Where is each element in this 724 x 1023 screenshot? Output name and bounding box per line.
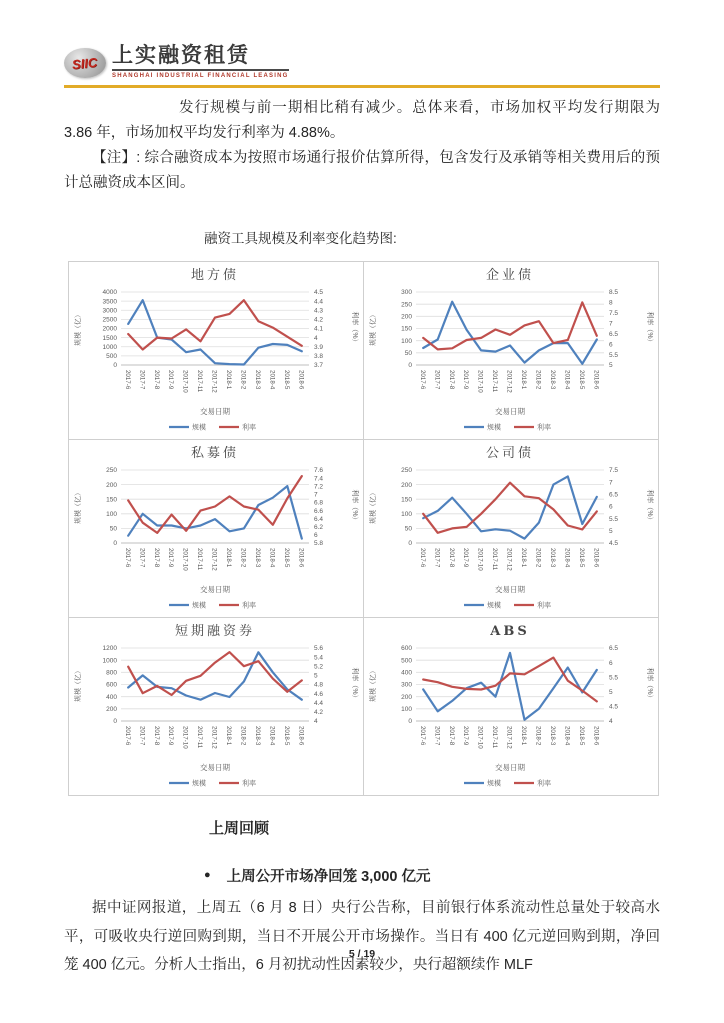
svg-text:规模（亿）: 规模（亿） [370, 311, 377, 346]
svg-text:250: 250 [401, 467, 412, 475]
svg-text:3000: 3000 [102, 307, 117, 315]
svg-text:2018-6: 2018-6 [297, 726, 305, 746]
svg-text:2017-7: 2017-7 [138, 726, 146, 746]
svg-text:利率（%）: 利率（%） [351, 311, 358, 346]
svg-text:3.9: 3.9 [314, 343, 324, 351]
svg-text:5: 5 [314, 672, 318, 680]
svg-text:2018-2: 2018-2 [239, 726, 247, 746]
svg-text:2018-6: 2018-6 [592, 726, 600, 746]
svg-text:2017-11: 2017-11 [491, 548, 499, 571]
svg-text:2017-8: 2017-8 [152, 726, 160, 746]
logo-wordmark [112, 44, 289, 79]
svg-text:4.4: 4.4 [314, 699, 324, 707]
svg-text:200: 200 [106, 706, 117, 714]
svg-text:100: 100 [401, 511, 412, 518]
svg-text:2018-3: 2018-3 [548, 548, 556, 568]
svg-text:2500: 2500 [102, 316, 117, 324]
svg-text:2018-4: 2018-4 [268, 548, 276, 568]
svg-text:200: 200 [401, 481, 412, 489]
svg-text:6.5: 6.5 [609, 491, 619, 499]
local-government-bond-chart [69, 262, 364, 440]
svg-text:2018-2: 2018-2 [534, 370, 542, 390]
svg-text:ABS: ABS [490, 624, 530, 639]
svg-text:400: 400 [106, 693, 117, 701]
svg-text:规模（亿）: 规模（亿） [370, 489, 377, 524]
svg-text:3.7: 3.7 [314, 362, 324, 370]
svg-text:2018-4: 2018-4 [563, 726, 571, 746]
svg-text:2018-5: 2018-5 [577, 726, 585, 746]
svg-text:2017-8: 2017-8 [447, 370, 455, 390]
svg-text:2018-2: 2018-2 [239, 370, 247, 390]
svg-text:规模: 规模 [192, 780, 206, 788]
svg-text:规模（亿）: 规模（亿） [370, 667, 377, 702]
svg-text:2000: 2000 [102, 325, 117, 333]
svg-text:5.5: 5.5 [609, 515, 619, 523]
svg-text:5.6: 5.6 [314, 645, 324, 653]
svg-text:2017-7: 2017-7 [433, 548, 441, 568]
svg-text:6: 6 [609, 503, 613, 511]
svg-text:2017-11: 2017-11 [491, 726, 499, 749]
svg-text:3.8: 3.8 [314, 353, 324, 361]
svg-text:2017-8: 2017-8 [152, 548, 160, 568]
svg-text:2017-10: 2017-10 [181, 548, 189, 571]
svg-text:5: 5 [609, 689, 613, 696]
svg-text:5.4: 5.4 [314, 654, 324, 662]
svg-text:2017-9: 2017-9 [167, 370, 175, 390]
review-paragraph: 据中证网报道，上周五（6 月 8 日）央行公告称，目前银行体系流动性总量处于较高水平，可吸收央行逆回购到期，当日不开展公开市场操作。当日有 400 亿元逆回购到期，净回笼 400 亿元。分析人士指出，6 月初扰动性因素较少，央行超额续作 MLF [64, 900, 660, 973]
svg-text:500: 500 [106, 353, 117, 361]
paragraph-issuance-summary: 发行规模与前一期相比稍有减少。总体来看，市场加权平均发行期限为 3.86 年，市场加权平均发行利率为 4.88%。 [64, 100, 660, 141]
svg-text:6.6: 6.6 [314, 507, 324, 515]
svg-text:7.4: 7.4 [314, 475, 324, 483]
svg-text:5.2: 5.2 [314, 663, 324, 671]
svg-text:2018-6: 2018-6 [297, 370, 305, 390]
bullet-icon: ● [204, 869, 211, 881]
svg-text:150: 150 [401, 325, 412, 333]
svg-text:2017-10: 2017-10 [476, 726, 484, 749]
page-content [64, 96, 660, 980]
svg-text:600: 600 [401, 645, 412, 653]
svg-text:7.6: 7.6 [314, 467, 324, 475]
svg-text:6.5: 6.5 [609, 330, 619, 338]
svg-text:150: 150 [106, 496, 117, 504]
svg-text:1500: 1500 [102, 334, 117, 342]
header-divider [64, 85, 660, 88]
svg-text:2018-6: 2018-6 [592, 370, 600, 390]
svg-text:2018-3: 2018-3 [548, 370, 556, 390]
svg-text:50: 50 [109, 525, 117, 533]
review-bullet-text: 上周公开市场净回笼 3,000 亿元 [226, 869, 431, 885]
svg-text:5.8: 5.8 [314, 540, 324, 548]
svg-text:公司债: 公司债 [485, 446, 535, 461]
svg-text:2017-9: 2017-9 [462, 548, 470, 568]
svg-text:地方债: 地方债 [190, 268, 240, 283]
svg-text:400: 400 [401, 669, 412, 677]
svg-text:5.5: 5.5 [609, 674, 619, 682]
review-bullet-item [64, 865, 660, 886]
svg-text:2017-10: 2017-10 [476, 548, 484, 571]
svg-text:2017-9: 2017-9 [462, 726, 470, 746]
svg-text:2017-8: 2017-8 [152, 370, 160, 390]
svg-text:4: 4 [314, 334, 318, 342]
svg-text:300: 300 [401, 289, 412, 297]
svg-text:0: 0 [113, 540, 117, 548]
charts-caption: 融资工具规模及利率变化趋势图: [204, 231, 397, 246]
svg-text:7: 7 [609, 479, 613, 487]
svg-text:交易日期: 交易日期 [200, 407, 230, 416]
siic-globe-icon [64, 48, 106, 78]
svg-text:1200: 1200 [102, 645, 117, 653]
svg-text:4: 4 [609, 718, 613, 726]
svg-text:规模: 规模 [192, 424, 206, 432]
svg-text:2018-4: 2018-4 [563, 548, 571, 568]
svg-text:2018-4: 2018-4 [268, 726, 276, 746]
svg-text:交易日期: 交易日期 [200, 585, 230, 594]
svg-text:2017-12: 2017-12 [505, 726, 513, 749]
svg-text:2017-6: 2017-6 [123, 726, 131, 746]
svg-text:2018-5: 2018-5 [282, 370, 290, 390]
short-term-financing-bill-chart [69, 618, 364, 796]
svg-text:规模: 规模 [192, 602, 206, 610]
svg-text:利率: 利率 [242, 424, 256, 432]
svg-text:1000: 1000 [102, 343, 117, 351]
private-placement-bond-chart [69, 440, 364, 618]
svg-text:6.2: 6.2 [314, 523, 324, 531]
svg-text:规模（亿）: 规模（亿） [75, 667, 82, 702]
svg-text:600: 600 [106, 681, 117, 689]
svg-text:5: 5 [609, 528, 613, 536]
svg-text:2017-6: 2017-6 [123, 548, 131, 568]
svg-text:2017-6: 2017-6 [418, 370, 426, 390]
svg-text:200: 200 [401, 313, 412, 321]
svg-text:利率: 利率 [537, 780, 551, 788]
svg-text:2018-2: 2018-2 [534, 548, 542, 568]
svg-text:0: 0 [113, 362, 117, 370]
svg-text:4.5: 4.5 [609, 703, 619, 711]
svg-text:2017-8: 2017-8 [447, 726, 455, 746]
svg-text:2018-1: 2018-1 [225, 726, 233, 746]
svg-text:利率（%）: 利率（%） [351, 489, 358, 524]
svg-text:7: 7 [609, 320, 613, 328]
svg-text:2018-1: 2018-1 [520, 726, 528, 746]
company-logo [64, 44, 289, 79]
svg-text:2017-6: 2017-6 [418, 726, 426, 746]
svg-text:250: 250 [401, 301, 412, 309]
svg-text:2018-3: 2018-3 [253, 548, 261, 568]
svg-text:7.5: 7.5 [609, 467, 619, 475]
svg-text:2017-12: 2017-12 [210, 370, 218, 393]
company-name-en: SHANGHAI INDUSTRIAL FINANCIAL LEASING [112, 73, 289, 80]
svg-text:200: 200 [401, 693, 412, 701]
svg-text:2018-1: 2018-1 [520, 548, 528, 568]
svg-text:2018-2: 2018-2 [534, 726, 542, 746]
svg-text:800: 800 [106, 669, 117, 677]
svg-text:6.8: 6.8 [314, 499, 324, 507]
svg-text:4.4: 4.4 [314, 298, 324, 306]
svg-text:100: 100 [401, 706, 412, 714]
svg-text:100: 100 [401, 337, 412, 345]
svg-text:交易日期: 交易日期 [200, 763, 230, 772]
svg-text:规模: 规模 [487, 602, 501, 610]
svg-text:2017-11: 2017-11 [196, 548, 204, 571]
svg-text:4.6: 4.6 [314, 690, 324, 698]
svg-text:7.2: 7.2 [314, 483, 324, 491]
svg-text:交易日期: 交易日期 [495, 407, 525, 416]
svg-text:2018-5: 2018-5 [282, 726, 290, 746]
svg-text:2018-5: 2018-5 [577, 370, 585, 390]
charts-grid [68, 261, 659, 796]
svg-text:6: 6 [314, 532, 318, 540]
svg-text:3500: 3500 [102, 298, 117, 306]
svg-text:规模: 规模 [487, 424, 501, 432]
svg-text:8.5: 8.5 [609, 289, 619, 297]
svg-text:7: 7 [314, 491, 318, 499]
svg-text:2017-12: 2017-12 [505, 370, 513, 393]
svg-text:规模（亿）: 规模（亿） [75, 311, 82, 346]
svg-text:300: 300 [401, 681, 412, 689]
svg-text:4.5: 4.5 [609, 540, 619, 548]
svg-text:2017-7: 2017-7 [433, 370, 441, 390]
svg-text:50: 50 [404, 525, 412, 533]
svg-text:2018-4: 2018-4 [268, 370, 276, 390]
svg-text:2018-1: 2018-1 [225, 548, 233, 568]
paragraph-note: 【注】: 综合融资成本为按照市场通行报价估算所得，包含发行及承销等相关费用后的预计总融资成本区间。 [64, 150, 660, 191]
svg-text:2018-5: 2018-5 [577, 548, 585, 568]
svg-text:2017-6: 2017-6 [418, 548, 426, 568]
svg-text:2017-12: 2017-12 [210, 726, 218, 749]
svg-text:1000: 1000 [102, 657, 117, 665]
svg-text:4.5: 4.5 [314, 289, 324, 297]
svg-text:2017-9: 2017-9 [167, 726, 175, 746]
svg-text:6: 6 [609, 341, 613, 349]
svg-text:2017-7: 2017-7 [138, 370, 146, 390]
enterprise-bond-chart [364, 262, 659, 440]
svg-text:2017-8: 2017-8 [447, 548, 455, 568]
svg-text:2017-12: 2017-12 [210, 548, 218, 571]
svg-text:2018-3: 2018-3 [548, 726, 556, 746]
svg-text:250: 250 [106, 467, 117, 475]
svg-text:50: 50 [404, 350, 412, 358]
svg-text:2018-6: 2018-6 [297, 548, 305, 568]
svg-text:5.5: 5.5 [609, 351, 619, 359]
siic-logo-text: SIIC [71, 54, 99, 72]
svg-text:2018-2: 2018-2 [239, 548, 247, 568]
svg-text:利率: 利率 [537, 424, 551, 432]
svg-text:150: 150 [401, 496, 412, 504]
svg-text:利率（%）: 利率（%） [646, 489, 653, 524]
svg-text:7.5: 7.5 [609, 310, 619, 318]
svg-text:利率: 利率 [537, 602, 551, 610]
svg-text:0: 0 [408, 362, 412, 370]
svg-text:0: 0 [408, 540, 412, 548]
svg-text:4.3: 4.3 [314, 307, 324, 315]
svg-text:2017-12: 2017-12 [505, 548, 513, 571]
svg-text:6.4: 6.4 [314, 515, 324, 523]
svg-text:2017-10: 2017-10 [181, 370, 189, 393]
svg-text:200: 200 [106, 481, 117, 489]
svg-text:4: 4 [314, 718, 318, 726]
svg-text:4.2: 4.2 [314, 709, 324, 717]
svg-text:规模: 规模 [487, 780, 501, 788]
svg-text:2017-9: 2017-9 [462, 370, 470, 390]
svg-text:利率: 利率 [242, 602, 256, 610]
page-number: 5 / 19 [348, 948, 376, 960]
svg-text:500: 500 [401, 657, 412, 665]
svg-text:2017-9: 2017-9 [167, 548, 175, 568]
svg-text:交易日期: 交易日期 [495, 763, 525, 772]
review-section-heading: 上周回顾 [209, 820, 270, 837]
svg-text:2018-1: 2018-1 [520, 370, 528, 390]
svg-text:2017-6: 2017-6 [123, 370, 131, 390]
svg-text:2018-3: 2018-3 [253, 370, 261, 390]
svg-text:6: 6 [609, 659, 613, 667]
svg-text:2017-7: 2017-7 [138, 548, 146, 568]
svg-text:2017-10: 2017-10 [181, 726, 189, 749]
svg-text:2017-10: 2017-10 [476, 370, 484, 393]
svg-text:4000: 4000 [102, 289, 117, 297]
abs-chart [364, 618, 659, 796]
svg-text:企业债: 企业债 [485, 268, 535, 283]
svg-text:2017-11: 2017-11 [491, 370, 499, 393]
svg-text:2017-11: 2017-11 [196, 726, 204, 749]
svg-text:利率（%）: 利率（%） [646, 311, 653, 346]
svg-text:2018-1: 2018-1 [225, 370, 233, 390]
svg-text:0: 0 [408, 718, 412, 726]
svg-text:私募债: 私募债 [190, 446, 240, 461]
svg-text:100: 100 [106, 511, 117, 518]
svg-text:2017-11: 2017-11 [196, 370, 204, 393]
svg-text:利率: 利率 [242, 780, 256, 788]
svg-text:2018-6: 2018-6 [592, 548, 600, 568]
svg-text:4.8: 4.8 [314, 681, 324, 689]
svg-text:2018-4: 2018-4 [563, 370, 571, 390]
corporate-bond-chart [364, 440, 659, 618]
svg-text:2017-7: 2017-7 [433, 726, 441, 746]
svg-text:2018-5: 2018-5 [282, 548, 290, 568]
svg-text:短期融资券: 短期融资券 [174, 624, 256, 639]
svg-text:4.1: 4.1 [314, 325, 324, 333]
company-name-cn: 上实融资租赁 [112, 44, 289, 71]
svg-text:利率（%）: 利率（%） [351, 667, 358, 702]
svg-text:0: 0 [113, 718, 117, 726]
svg-text:5: 5 [609, 362, 613, 370]
svg-text:2018-3: 2018-3 [253, 726, 261, 746]
svg-text:交易日期: 交易日期 [495, 585, 525, 594]
svg-text:6.5: 6.5 [609, 645, 619, 653]
svg-text:规模（亿）: 规模（亿） [75, 489, 82, 524]
svg-text:利率（%）: 利率（%） [646, 667, 653, 702]
svg-text:4.2: 4.2 [314, 316, 324, 324]
svg-text:8: 8 [609, 299, 613, 307]
